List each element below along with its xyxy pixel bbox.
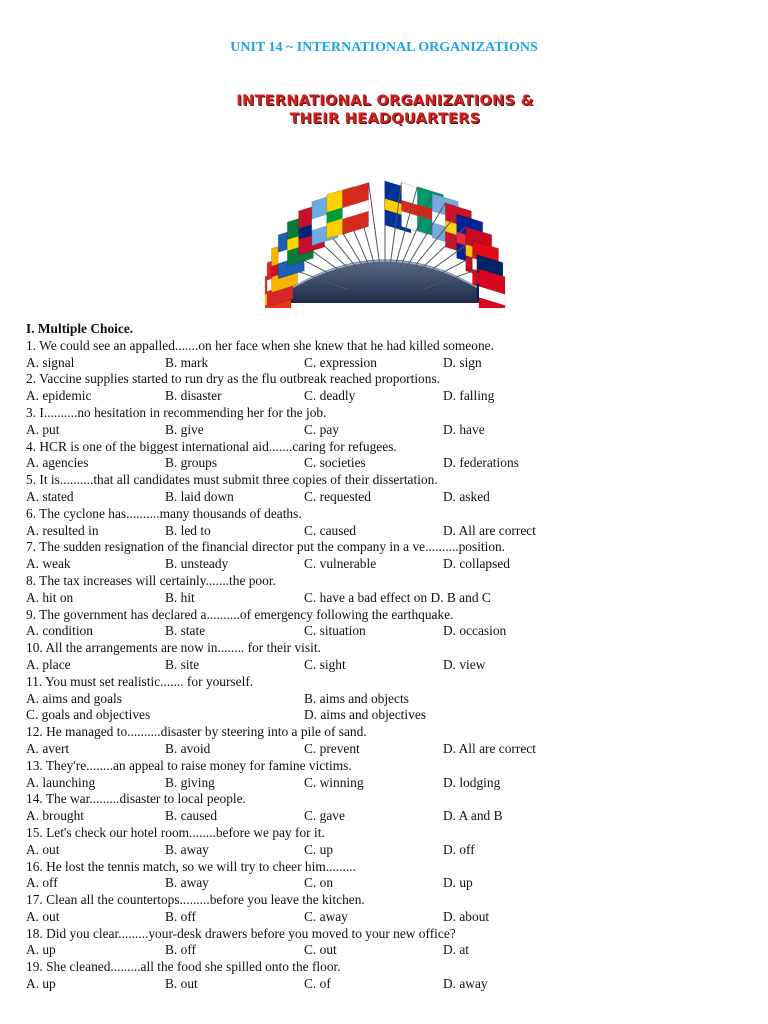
- answer-option: B. aims and objects: [304, 690, 409, 706]
- answer-option: C. pay: [304, 421, 339, 437]
- answer-option: D. have: [443, 421, 485, 437]
- answer-option: B. laid down: [165, 488, 234, 504]
- answer-option: D. asked: [443, 488, 490, 504]
- answer-option: A. signal: [26, 354, 75, 370]
- answer-options: [26, 842, 746, 859]
- answer-option: A. condition: [26, 623, 93, 639]
- answer-option: A. weak: [26, 556, 71, 572]
- answer-option: A. epidemic: [26, 388, 92, 404]
- answer-option: C. gave: [304, 808, 345, 824]
- question-text: 2. Vaccine supplies started to run dry as the flu outbreak reached proportions.: [26, 371, 440, 387]
- question-text: 11. You must set realistic....... for yourself.: [26, 673, 254, 689]
- answer-option: C. out: [304, 942, 337, 958]
- answer-options: [26, 775, 746, 792]
- flags-illustration: [180, 138, 590, 308]
- answer-option: A. put: [26, 421, 60, 437]
- answer-option: B. out: [165, 976, 198, 992]
- question-text: 16. He lost the tennis match, so we will try to cheer him.........: [26, 858, 356, 874]
- answer-option: D. aims and objectives: [304, 707, 426, 723]
- answer-option: C. requested: [304, 488, 371, 504]
- answer-option: B. state: [165, 623, 206, 639]
- answer-option: D. off: [443, 841, 475, 857]
- question-list: [26, 338, 746, 993]
- answer-options: [26, 523, 746, 540]
- question-text: 12. He managed to..........disaster by steering into a pile of sand.: [26, 724, 367, 740]
- answer-options: [26, 388, 746, 405]
- answer-option: B. give: [165, 421, 204, 437]
- banner-title: [180, 92, 590, 128]
- answer-option: D. All are correct: [443, 522, 536, 538]
- question-text: 4. HCR is one of the biggest international aid.......caring for refugees.: [26, 438, 397, 454]
- question-text: 17. Clean all the countertops.........before you leave the kitchen.: [26, 892, 365, 908]
- answer-option: A. agencies: [26, 455, 89, 471]
- question-text: 9. The government has declared a..........of emergency following the earthquake.: [26, 606, 454, 622]
- answer-option: C. on: [304, 875, 334, 891]
- answer-options: [26, 942, 746, 959]
- answer-option: D. falling: [443, 388, 495, 404]
- flags-banner: [180, 88, 590, 310]
- answer-options: [26, 707, 746, 724]
- answer-option: A. resulted in: [26, 522, 99, 538]
- answer-options: [26, 623, 746, 640]
- answer-option: A. avert: [26, 740, 70, 756]
- answer-option: D. up: [443, 875, 473, 891]
- answer-option: D. at: [443, 942, 470, 958]
- answer-option: B. disaster: [165, 388, 222, 404]
- question-text: 10. All the arrangements are now in........ for their visit.: [26, 640, 321, 656]
- answer-option: C. caused: [304, 522, 357, 538]
- answer-options: [26, 657, 746, 674]
- answer-option: B. mark: [165, 354, 209, 370]
- answer-option: D. lodging: [443, 774, 501, 790]
- answer-options: [26, 422, 746, 439]
- answer-option: C. sight: [304, 656, 346, 672]
- section-heading: I. Multiple Choice.: [26, 321, 134, 336]
- banner-title-line1: INTERNATIONAL ORGANIZATIONS &: [236, 93, 534, 109]
- answer-option: D. sign: [443, 354, 482, 370]
- question-text: 19. She cleaned.........all the food she spilled onto the floor.: [26, 959, 341, 975]
- answer-option: B. off: [165, 942, 196, 958]
- banner-title-line2: THEIR HEADQUARTERS: [289, 111, 481, 127]
- answer-option: C. of: [304, 976, 331, 992]
- answer-option: A. launching: [26, 774, 96, 790]
- question-text: 7. The sudden resignation of the financial director put the company in a ve..........position.: [26, 539, 506, 555]
- answer-option: C. goals and objectives: [26, 707, 151, 723]
- answer-option: A. out: [26, 908, 60, 924]
- answer-options: [26, 875, 746, 892]
- answer-option: D. about: [443, 908, 490, 924]
- answer-option: A. up: [26, 976, 56, 992]
- answer-option: C. have a bad effect on D. B and C: [304, 589, 491, 605]
- answer-option: B. site: [165, 656, 200, 672]
- answer-option: A. off: [26, 875, 58, 891]
- answer-options: [26, 489, 746, 506]
- answer-options: [26, 355, 746, 372]
- answer-options: [26, 691, 746, 708]
- question-text: 5. It is..........that all candidates must submit three copies of their dissertation.: [26, 472, 438, 488]
- answer-option: B. away: [165, 841, 209, 857]
- answer-option: C. expression: [304, 354, 377, 370]
- answer-option: A. up: [26, 942, 56, 958]
- answer-options: [26, 909, 746, 926]
- answer-option: D. federations: [443, 455, 519, 471]
- answer-option: B. off: [165, 908, 196, 924]
- answer-option: C. deadly: [304, 388, 356, 404]
- answer-option: C. vulnerable: [304, 556, 377, 572]
- answer-option: B. hit: [165, 589, 195, 605]
- answer-options: [26, 808, 746, 825]
- question-text: 6. The cyclone has..........many thousands of deaths.: [26, 505, 302, 521]
- answer-option: A. place: [26, 656, 71, 672]
- answer-option: B. led to: [165, 522, 211, 538]
- answer-option: D. A and B: [443, 808, 503, 824]
- answer-option: D. occasion: [443, 623, 507, 639]
- answer-option: C. up: [304, 841, 334, 857]
- answer-option: C. away: [304, 908, 348, 924]
- question-text: 13. They're........an appeal to raise money for famine victims.: [26, 757, 352, 773]
- question-text: 14. The war.........disaster to local people.: [26, 791, 246, 807]
- answer-option: B. unsteady: [165, 556, 229, 572]
- question-text: 15. Let's check our hotel room........before we pay for it.: [26, 824, 325, 840]
- answer-option: D. All are correct: [443, 740, 536, 756]
- answer-option: B. away: [165, 875, 209, 891]
- unit-title: UNIT 14 ~ INTERNATIONAL ORGANIZATIONS: [230, 40, 538, 55]
- answer-option: C. prevent: [304, 740, 360, 756]
- question-text: 8. The tax increases will certainly.......the poor.: [26, 572, 276, 588]
- answer-option: B. caused: [165, 808, 218, 824]
- exercise-content: [26, 321, 746, 993]
- answer-options: [26, 590, 746, 607]
- answer-option: A. brought: [26, 808, 85, 824]
- answer-option: B. groups: [165, 455, 218, 471]
- answer-options: [26, 741, 746, 758]
- answer-option: D. collapsed: [443, 556, 510, 572]
- answer-option: D. away: [443, 976, 488, 992]
- question-text: 1. We could see an appalled.......on her face when she knew that he had killed someone.: [26, 337, 494, 353]
- question-text: 3. I..........no hesitation in recommending her for the job.: [26, 404, 327, 420]
- answer-options: [26, 455, 746, 472]
- answer-option: D. view: [443, 656, 486, 672]
- answer-option: A. aims and goals: [26, 690, 122, 706]
- answer-option: C. situation: [304, 623, 366, 639]
- answer-option: B. giving: [165, 774, 215, 790]
- question-text: 18. Did you clear.........your-desk drawers before you moved to your new office?: [26, 925, 456, 941]
- answer-option: C. societies: [304, 455, 366, 471]
- answer-options: [26, 976, 746, 993]
- answer-option: A. stated: [26, 488, 74, 504]
- answer-option: A. out: [26, 841, 60, 857]
- answer-option: C. winning: [304, 774, 364, 790]
- answer-option: B. avoid: [165, 740, 211, 756]
- flag: [343, 182, 380, 263]
- answer-option: A. hit on: [26, 589, 74, 605]
- answer-options: [26, 556, 746, 573]
